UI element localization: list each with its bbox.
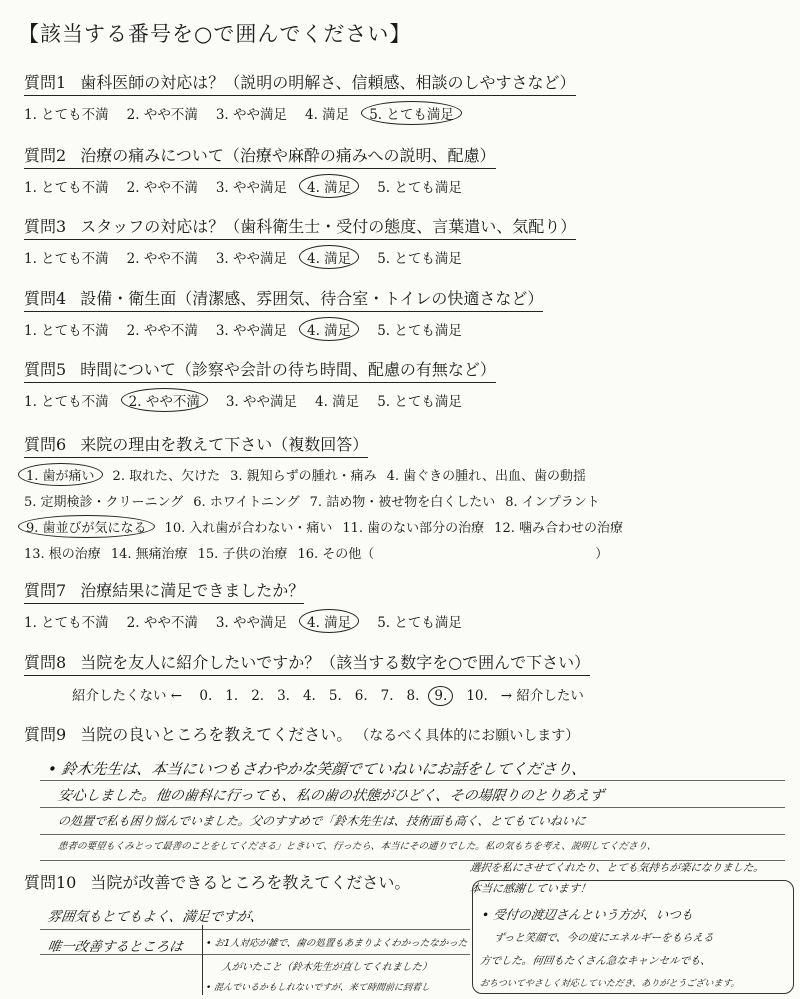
question-number: 質問4	[24, 289, 67, 308]
question-2-heading	[24, 143, 496, 169]
reason-option: 2. 取れた、欠けた	[112, 469, 221, 484]
reason-row	[24, 515, 786, 538]
answer-rule	[40, 807, 785, 808]
selected-score: 9.	[428, 686, 453, 706]
question-4	[24, 286, 786, 341]
answer-options	[24, 317, 786, 341]
selected-option: 2. やや不満	[121, 388, 208, 412]
answer-option: 2. やや不満	[126, 180, 198, 196]
question-10-heading	[24, 870, 410, 895]
handwritten-line: 唯一改善するところは	[46, 939, 184, 955]
handwritten-line: • 受付の渡辺さんという方が、いつも	[480, 907, 695, 922]
scale-value: 10.	[466, 688, 488, 704]
answer-option: 2. やや不満	[126, 251, 198, 267]
scale-value: 0.	[199, 688, 213, 704]
question-number: 質問6	[24, 435, 67, 454]
reason-row	[24, 463, 786, 486]
answer-option: 2. やや不満	[126, 107, 198, 123]
answer-options	[24, 174, 786, 198]
question-number: 質問7	[24, 581, 67, 600]
scale-value: 3.	[277, 688, 290, 704]
scale-right-label: → 紹介したい	[500, 688, 584, 704]
answer-option: 1. とても不満	[24, 251, 109, 267]
scale-value: 1.	[225, 688, 239, 704]
reason-row	[24, 491, 786, 510]
answer-option: 4. 満足	[315, 394, 360, 410]
question-number: 質問3	[24, 217, 67, 236]
question-text: 当院が改善できるところを教えてください。	[90, 873, 411, 892]
question-9-heading	[24, 722, 579, 747]
question-text: 治療結果に満足できましたか？	[80, 581, 305, 600]
question-7-heading	[24, 578, 304, 604]
selected-reason: 1. 歯が痛い	[18, 463, 103, 486]
question-text: 治療の痛みについて（治療や麻酔の痛みへの説明、配慮）	[80, 146, 496, 165]
question-text: スタッフの対応は？（歯科衛生士・受付の態度、言葉遣い、気配り）	[80, 217, 577, 236]
scale-left-label: 紹介したくない ←	[72, 688, 183, 704]
handwritten-line: ずっと笑顔で、今の度にエネルギーをもらえる	[493, 932, 715, 944]
selected-option: 4. 満足	[299, 317, 359, 341]
scale-value: 2.	[251, 688, 265, 704]
question-number: 質問9	[24, 725, 67, 744]
answer-rule	[40, 954, 470, 955]
question-8-heading	[24, 650, 590, 676]
answer-options	[24, 609, 786, 633]
answer-option: 1. とても不満	[24, 394, 109, 410]
question-number: 質問5	[24, 360, 67, 379]
question-number: 質問10	[24, 873, 77, 892]
answer-option: 1. とても不満	[24, 323, 109, 339]
answer-option: 3. やや満足	[215, 180, 288, 196]
question-2	[24, 143, 786, 198]
question-text: 設備・衛生面（清潔感、雰囲気、待合室・トイレの快適さなど）	[80, 289, 544, 308]
reason-option: 4. 歯ぐきの腫れ、出血、歯の動揺	[386, 469, 586, 484]
answer-option: 1. とても不満	[24, 107, 109, 123]
question-9	[24, 722, 786, 747]
scale-value: 7.	[380, 688, 394, 704]
answer-option: 5. とても満足	[377, 251, 462, 267]
handwritten-line: おちついてやさしく対応していただき、ありがとうございます。	[479, 979, 741, 989]
question-5	[24, 357, 786, 412]
answer-options	[24, 101, 786, 125]
scale-value: 6.	[354, 688, 368, 704]
answer-option: 2. やや不満	[126, 323, 198, 339]
reason-option: 8. インプラント	[505, 495, 600, 510]
handwritten-divider	[202, 925, 203, 995]
answer-option: 2. やや不満	[126, 615, 198, 631]
handwritten-line: 方でした。何回もたくさん急なキャンセルでも、	[479, 955, 712, 967]
question-number: 質問1	[24, 73, 67, 92]
handwritten-line: • お1人対応が雑で、歯の処置もあまりよくわかったなかった	[205, 938, 469, 949]
reason-option: 11. 歯のない部分の治療	[342, 521, 485, 536]
question-text: 来院の理由を教えて下さい（複数回答）	[80, 435, 369, 454]
handwritten-line: 患者の要望もくみとって最善のことをしてくださる」ときいて、行ったら、本当にその通りでした。私の気もちを考え、説明してくださり、	[57, 841, 658, 852]
question-text: 時間について（診察や会計の待ち時間、配慮の有無など）	[80, 360, 496, 379]
answer-options	[24, 245, 786, 269]
selected-option: 4. 満足	[299, 609, 359, 633]
reason-option: 6. ホワイトニング	[193, 495, 300, 510]
answer-option: 5. とても満足	[377, 615, 462, 631]
answer-option: 3. やや満足	[215, 107, 288, 123]
question-text: 当院を友人に紹介したいですか？（該当する数字を○で囲んで下さい）	[80, 653, 591, 672]
scale-value: 8.	[406, 688, 420, 704]
handwritten-line: 安心しました。他の歯科に行っても、私の歯の状態がひどく、その場限りのとりあえず	[56, 788, 605, 804]
handwritten-line: • 鈴木先生は、本当にいつもさわやかな笑顔でていねいにお話をしてくださり、	[46, 760, 588, 778]
selected-option: 4. 満足	[299, 245, 359, 269]
question-text: 歯科医師の対応は？（説明の明解さ、信頼感、相談のしやすさなど）	[80, 73, 576, 92]
selected-option: 5. とても満足	[361, 101, 462, 125]
answer-rule	[40, 780, 785, 781]
handwritten-line: 本当に感謝しています！	[469, 882, 592, 895]
answer-option: 3. やや満足	[215, 323, 288, 339]
reason-option: 16. その他（ ）	[297, 547, 609, 562]
question-3	[24, 214, 786, 269]
handwritten-bracket	[472, 880, 794, 994]
answer-option: 1. とても不満	[24, 180, 109, 196]
answer-option: 3. やや満足	[215, 251, 288, 267]
reason-option: 7. 詰め物・被せ物を白くしたい	[309, 495, 496, 510]
page-title: 【該当する番号を○で囲んでください】	[18, 22, 412, 46]
question-1	[24, 70, 786, 125]
selected-reason: 9. 歯並びが気になる	[18, 515, 155, 538]
answer-rule	[40, 834, 785, 835]
question-number: 質問8	[24, 653, 67, 672]
reason-row	[24, 543, 786, 562]
handwritten-line: 選択を私にさせてくれたり、とても気持ちが楽になりました。	[469, 862, 765, 874]
answer-option: 1. とても不満	[24, 615, 109, 631]
answer-option: 4. 満足	[305, 107, 350, 123]
scale-value: 4.	[302, 688, 316, 704]
recommend-scale	[24, 684, 786, 704]
handwritten-line: 雰囲気もとてもよく、満足ですが、	[46, 909, 265, 925]
answer-option: 3. やや満足	[225, 394, 298, 410]
reason-option: 12. 噛み合わせの治療	[494, 521, 623, 536]
answer-option: 5. とても満足	[377, 323, 462, 339]
reason-option: 3. 親知らずの腫れ・痛み	[230, 469, 377, 484]
handwritten-line: の処置で私も困り悩んでいました。父のすすめで「鈴木先生は、技術面も高く、とてもていねいに	[56, 814, 587, 828]
question-number: 質問2	[24, 146, 67, 165]
reason-option: 10. 入れ歯が合わない・痛い	[164, 521, 333, 536]
question-4-heading	[24, 286, 543, 312]
selected-option: 4. 満足	[299, 174, 359, 198]
handwritten-line: • 混んでいるかもしれないですが、来て時間前に到着し	[205, 983, 431, 993]
question-text: 当院の良いところを教えてください。	[80, 725, 353, 744]
question-note: （なるべく具体的にお願いします）	[362, 728, 580, 744]
answer-option: 5. とても満足	[377, 394, 462, 410]
handwritten-line: 人がいたこと（鈴木先生が直してくれました）	[220, 962, 433, 973]
scale-value: 5.	[328, 688, 342, 704]
question-3-heading	[24, 214, 576, 240]
question-1-heading	[24, 70, 576, 96]
reason-option: 5. 定期検診・クリーニング	[24, 495, 184, 510]
question-8	[24, 650, 786, 704]
question-6-heading	[24, 432, 368, 458]
reason-option: 15. 子供の治療	[197, 547, 288, 562]
reason-option: 14. 無痛治療	[110, 547, 188, 562]
question-6	[24, 432, 786, 562]
answer-rule	[40, 929, 470, 930]
answer-option: 5. とても満足	[377, 180, 462, 196]
question-7	[24, 578, 786, 633]
answer-option: 3. やや満足	[215, 615, 288, 631]
answer-options	[24, 388, 786, 412]
question-5-heading	[24, 357, 496, 383]
reason-option: 13. 根の治療	[24, 547, 101, 562]
